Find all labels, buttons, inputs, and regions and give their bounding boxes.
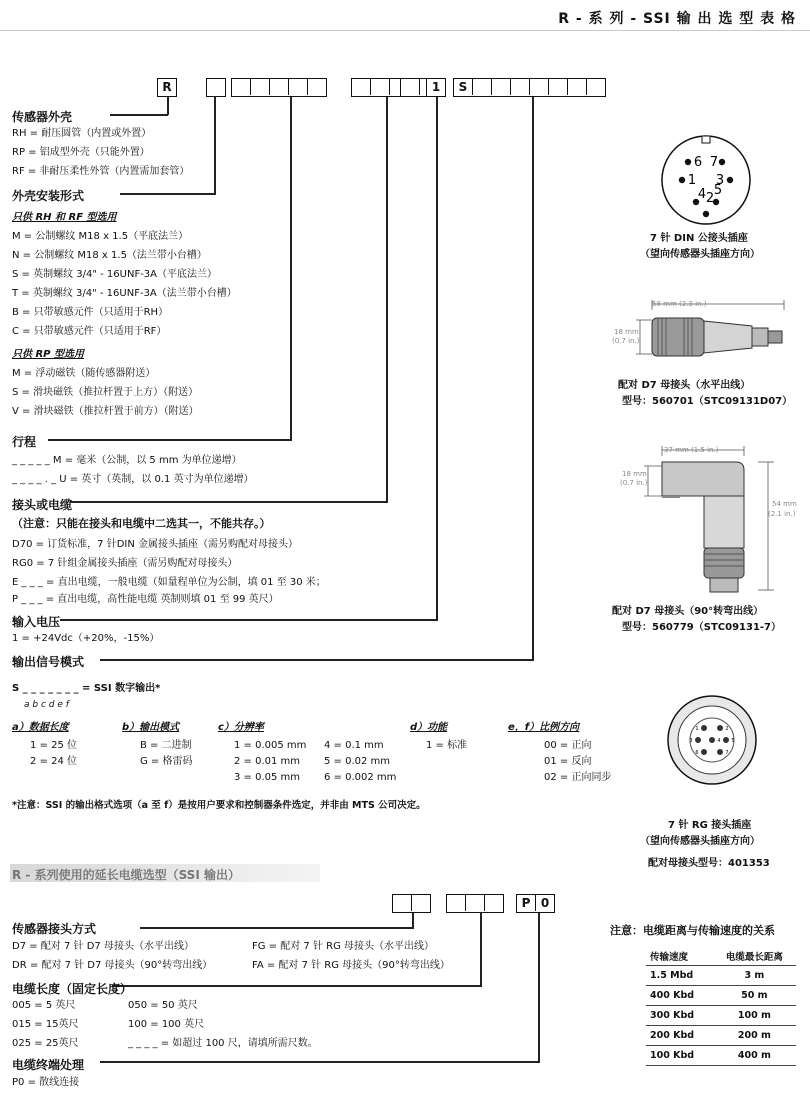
voltage-title: 输入电压 bbox=[12, 615, 61, 629]
output-col-head: c）分辨率 bbox=[218, 722, 264, 733]
mounting-item: T = 英制螺纹 3/4" - 16UNF-3A（法兰带小台槽） bbox=[12, 288, 237, 299]
code-box-group bbox=[206, 78, 226, 97]
code-cell bbox=[270, 79, 289, 95]
straight-caption-2: 型号：560701（STC09131D07） bbox=[622, 396, 793, 407]
din-pin-label: 1 bbox=[687, 173, 697, 188]
code-cell: P bbox=[517, 895, 536, 911]
code-cell bbox=[401, 79, 420, 95]
output-col-head: b）输出模式 bbox=[122, 722, 180, 733]
table-row bbox=[646, 986, 796, 1006]
voltage-item: 1 = +24Vdc（+20%，-15%） bbox=[12, 633, 160, 644]
rg-pin bbox=[701, 749, 707, 755]
table-cell: 100 m bbox=[713, 1006, 796, 1026]
connector-title: 接头或电缆 bbox=[12, 498, 73, 512]
din-caption-1: 7 针 DIN 公接头插座 bbox=[650, 233, 748, 244]
din-pin-label: 4 bbox=[697, 187, 707, 202]
din-pin bbox=[727, 177, 733, 183]
mounting-title: 外壳安装形式 bbox=[12, 189, 85, 203]
note-table-title: 注意：电缆距离与传输速度的关系 bbox=[610, 924, 775, 937]
angle-caption-1: 配对 D7 母接头（90°转弯出线） bbox=[612, 606, 764, 617]
table-cell: 200 m bbox=[713, 1026, 796, 1046]
connector-item: P _ _ _ = 直出电缆，高性能电缆 英制则填 01 至 99 英尺） bbox=[12, 594, 279, 605]
code-cell bbox=[393, 895, 412, 911]
output-col-item: 3 = 0.05 mm bbox=[234, 772, 301, 783]
angle-dim-height: (2.1 in.) bbox=[768, 510, 796, 518]
mounting-item: V = 滑块磁铁（推拉杆置于前方）（附送） bbox=[12, 406, 199, 417]
output-col-item: 2 = 0.01 mm bbox=[234, 756, 301, 767]
rg-pin-label: 1 bbox=[695, 726, 699, 732]
angle-dim-dia: 18 mm bbox=[622, 470, 647, 478]
rg-pin bbox=[717, 725, 723, 731]
table-row bbox=[646, 1006, 796, 1026]
female-angle-drawing bbox=[618, 444, 798, 604]
angle-dim-length: 37 mm (1.5 in.) bbox=[664, 446, 719, 454]
code-box-group bbox=[231, 78, 327, 97]
output-col-head: a）数据长度 bbox=[12, 722, 69, 733]
din-pin bbox=[685, 159, 691, 165]
straight-dim-dia: (0.7 in.) bbox=[612, 337, 640, 345]
output-col-item: 4 = 0.1 mm bbox=[324, 740, 384, 751]
rg-pin-label: 4 bbox=[717, 738, 721, 744]
din-pin-label: 3 bbox=[715, 173, 725, 188]
code-cell bbox=[371, 79, 390, 95]
code-cell bbox=[251, 79, 270, 95]
mounting-item: M = 浮动磁铁（随传感器附送） bbox=[12, 368, 156, 379]
code-cell bbox=[289, 79, 308, 95]
cable-len-item: _ _ _ _ = 如超过 100 尺，请填所需尺数。 bbox=[128, 1038, 318, 1049]
code-box-group bbox=[516, 894, 555, 913]
cable-len-item: 025 = 25英尺 bbox=[12, 1038, 79, 1049]
rg-pin bbox=[695, 737, 701, 743]
code-cell bbox=[492, 79, 511, 95]
code-cell bbox=[511, 79, 530, 95]
rg-caption-3: 配对母接头型号：401353 bbox=[648, 858, 770, 869]
output-col-item: 5 = 0.02 mm bbox=[324, 756, 391, 767]
mounting-item: S = 英制螺纹 3/4" - 16UNF-3A（平底法兰） bbox=[12, 269, 218, 280]
din-caption-2: （望向传感器头插座方向） bbox=[640, 249, 760, 260]
output-code-line: S _ _ _ _ _ _ _ = SSI 数字输出* bbox=[12, 683, 161, 694]
code-cell bbox=[232, 79, 251, 95]
cable-conn-title: 传感器接头方式 bbox=[12, 922, 97, 936]
din-pin-label: 5 bbox=[713, 183, 723, 198]
table-cell: 3 m bbox=[713, 966, 796, 986]
din-pin-label: 6 bbox=[693, 155, 703, 170]
housing-item: RP = 铝成型外壳（只能外置） bbox=[12, 147, 150, 158]
output-col-item: 00 = 正向 bbox=[544, 740, 592, 751]
output-col-item: 01 = 反向 bbox=[544, 756, 592, 767]
mounting-item: M = 公制螺纹 M18 x 1.5（平底法兰） bbox=[12, 231, 189, 242]
code-cell bbox=[587, 79, 605, 95]
code-cell bbox=[485, 895, 503, 911]
code-box-group bbox=[453, 78, 606, 97]
code-box-group bbox=[392, 894, 431, 913]
cable-term-item: P0 = 散线连接 bbox=[12, 1077, 80, 1088]
rg-pin bbox=[717, 749, 723, 755]
stroke-title: 行程 bbox=[12, 435, 37, 449]
output-col-item: B = 二进制 bbox=[140, 740, 192, 751]
straight-dim-length: 58 mm (2.3 in.) bbox=[652, 300, 707, 308]
straight-dim-dia: 18 mm bbox=[614, 328, 639, 336]
cable-len-title: 电缆长度（固定长度） bbox=[12, 982, 133, 996]
rg-pin-label: 7 bbox=[725, 750, 729, 756]
cable-conn-item: FG = 配对 7 针 RG 母接头（水平出线） bbox=[252, 941, 435, 952]
table-cell: 50 m bbox=[713, 986, 796, 1006]
din-pin bbox=[679, 177, 685, 183]
cable-len-item: 015 = 15英尺 bbox=[12, 1019, 79, 1030]
rg-caption-1: 7 针 RG 接头插座 bbox=[668, 820, 752, 831]
output-col-item: 1 = 0.005 mm bbox=[234, 740, 307, 751]
code-box-group bbox=[157, 78, 177, 97]
code-cell bbox=[207, 79, 225, 95]
din-pin-label: 2 bbox=[705, 191, 715, 206]
code-cell bbox=[568, 79, 587, 95]
housing-item: RF = 非耐压柔性外管（内置需加套管） bbox=[12, 166, 190, 177]
output-col-item: 1 = 标准 bbox=[426, 740, 468, 751]
female-straight-drawing bbox=[612, 296, 802, 366]
rg-pin bbox=[709, 737, 715, 743]
cable-conn-item: DR = 配对 7 针 D7 母接头（90°转弯出线） bbox=[12, 960, 213, 971]
connector-item: E _ _ _ = 直出电缆，一般电缆（如量程单位为公制，填 01 至 30 米； bbox=[12, 577, 326, 588]
rg-pin-label: 5 bbox=[731, 738, 735, 744]
housing-item: RH = 耐压圆管（内置或外置） bbox=[12, 128, 152, 139]
mounting-sub: 只供 RP 型选用 bbox=[12, 349, 84, 360]
cable-len-item: 005 = 5 英尺 bbox=[12, 1000, 76, 1011]
table-row bbox=[646, 1046, 796, 1066]
output-col-item: 1 = 25 位 bbox=[30, 740, 78, 751]
cable-conn-item: D7 = 配对 7 针 D7 母接头（水平出线） bbox=[12, 941, 194, 952]
output-col-item: 02 = 正向同步 bbox=[544, 772, 612, 783]
rg-pin-label: 6 bbox=[695, 750, 699, 756]
output-col-item: 2 = 24 位 bbox=[30, 756, 78, 767]
connector-item: D70 = 订货标准，7 针DIN 金属接头插座（需另购配对母接头） bbox=[12, 539, 299, 550]
code-cell bbox=[549, 79, 568, 95]
code-cell bbox=[466, 895, 485, 911]
table-cell: 200 Kbd bbox=[646, 1026, 713, 1046]
output-letters: a b c d e f bbox=[24, 700, 69, 710]
mounting-item: N = 公制螺纹 M18 x 1.5（法兰带小台槽） bbox=[12, 250, 207, 261]
table-cell: 1.5 Mbd bbox=[646, 966, 713, 986]
code-cell: S bbox=[454, 79, 473, 95]
code-cell: R bbox=[162, 80, 172, 94]
cable-section-title: R - 系列使用的延长电缆选型（SSI 输出） bbox=[12, 868, 240, 882]
din-pin bbox=[703, 211, 709, 217]
rg-pin-label: 2 bbox=[725, 726, 729, 732]
cable-len-item: 050 = 50 英尺 bbox=[128, 1000, 198, 1011]
code-cell bbox=[352, 79, 371, 95]
rg-pin bbox=[723, 737, 729, 743]
table-cell: 300 Kbd bbox=[646, 1006, 713, 1026]
output-note: *注意：SSI 的输出格式选项（a 至 f）是按用户要求和控制器条件选定，并非由 MTS 公司决定。 bbox=[12, 800, 426, 811]
mounting-item: S = 滑块磁铁（推拉杆置于上方）（附送） bbox=[12, 387, 199, 398]
rg-pin-label: 3 bbox=[689, 738, 693, 744]
rg-connector-diagram bbox=[664, 692, 760, 788]
output-col-item: G = 格雷码 bbox=[140, 756, 193, 767]
code-cell: 0 bbox=[540, 896, 550, 910]
table-row bbox=[646, 966, 796, 986]
output-col-head: e，f）比例方向 bbox=[508, 722, 580, 733]
cable-conn-item: FA = 配对 7 针 RG 母接头（90°转弯出线） bbox=[252, 960, 450, 971]
code-cell: 1 bbox=[431, 80, 441, 94]
din-pin bbox=[719, 159, 725, 165]
code-cell bbox=[530, 79, 549, 95]
output-col-head: d）功能 bbox=[410, 722, 448, 733]
code-box-group bbox=[426, 78, 446, 97]
cable-len-item: 100 = 100 英尺 bbox=[128, 1019, 205, 1030]
din-pin-label: 7 bbox=[709, 155, 719, 170]
cable-term-title: 电缆终端处理 bbox=[12, 1058, 85, 1072]
table-header-cell: 电缆最长距离 bbox=[713, 946, 796, 966]
connector-note: （注意：只能在接头和电缆中二选其一，不能共存。） bbox=[12, 517, 271, 530]
mounting-sub: 只供 RH 和 RF 型选用 bbox=[12, 212, 117, 223]
speed-distance-table bbox=[646, 946, 796, 1066]
code-cell bbox=[473, 79, 492, 95]
table-cell: 400 Kbd bbox=[646, 986, 713, 1006]
table-cell: 400 m bbox=[713, 1046, 796, 1066]
code-cell bbox=[308, 79, 326, 95]
table-header-row bbox=[646, 946, 796, 966]
mounting-item: B = 只带敏感元件（只适用于RH） bbox=[12, 307, 169, 318]
angle-dim-height: 54 mm bbox=[772, 500, 797, 508]
rg-caption-2: （望向传感器头插座方向） bbox=[640, 836, 760, 847]
header-divider bbox=[0, 30, 810, 31]
rg-pin bbox=[701, 725, 707, 731]
mounting-item: C = 只带敏感元件（只适用于RF） bbox=[12, 326, 167, 337]
housing-title: 传感器外壳 bbox=[12, 110, 73, 124]
din-connector-diagram bbox=[658, 132, 754, 228]
output-col-item: 6 = 0.002 mm bbox=[324, 772, 397, 783]
connector-item: RG0 = 7 针组金属接头插座（需另购配对母接头） bbox=[12, 558, 238, 569]
output-title: 输出信号模式 bbox=[12, 655, 85, 669]
code-cell bbox=[447, 895, 466, 911]
stroke-item: _ _ _ _ . _ U = 英寸（英制，以 0.1 英寸为单位递增） bbox=[12, 474, 254, 485]
page-title: R - 系 列 - SSI 输 出 选 型 表 格 bbox=[558, 11, 796, 27]
stroke-item: _ _ _ _ _ M = 毫米（公制，以 5 mm 为单位递增） bbox=[12, 455, 242, 466]
angle-caption-2: 型号：560779（STC09131-7） bbox=[622, 622, 782, 633]
table-header-cell: 传输速度 bbox=[646, 946, 713, 966]
code-box-group bbox=[446, 894, 504, 913]
straight-caption-1: 配对 D7 母接头（水平出线） bbox=[618, 380, 751, 391]
code-cell bbox=[412, 895, 430, 911]
table-cell: 100 Kbd bbox=[646, 1046, 713, 1066]
angle-dim-dia: (0.7 in.) bbox=[620, 479, 648, 487]
table-row bbox=[646, 1026, 796, 1046]
